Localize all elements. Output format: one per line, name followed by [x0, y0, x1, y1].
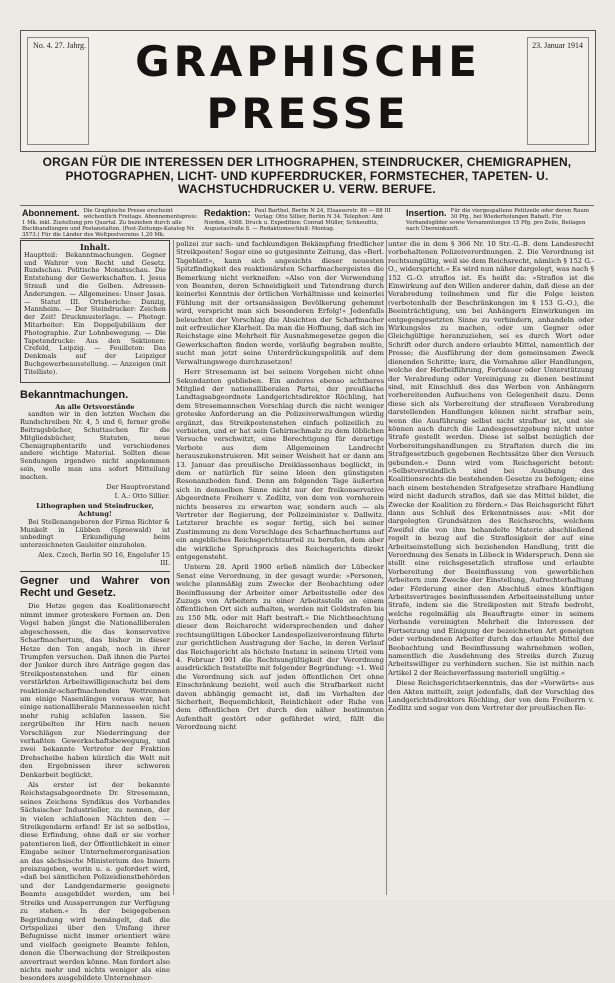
lithographen-sign: Alex. Czech, Berlin SO 16, Engelufer 15 III. [38, 550, 170, 567]
subtitle: ORGAN FÜR DIE INTERESSEN DER LITHOGRAPHEN, STEINDRUCKER, CHEMIGRAPHEN, PHOTOGRAPHEN, LICHT- UND KUPFERDRUCKER, FORMSTECHER, TAPETEN- U. WACHSTUCHDRUCKER U. VERW. BERUFE. [42, 155, 572, 196]
redaktion-block [204, 208, 400, 236]
bekanntmachungen-subheading: An alle Ortsvorstände [55, 402, 135, 411]
article-paragraph: Diese Reichsgerichtserkenntnis, das der »Vorwärts« aus den Akten mitteilt, zeigt jedenfalls, daß der Vorschlag des Landgerichtsdirektors Röchling, der von dem Freiherrn v. Zedlitz und sogar von dem Vertreter der preußischen Re- [388, 679, 594, 713]
article-paragraph: Herr Stresemann ist bei seinem Vorgehen nicht ohne Sekundanten geblieben. Ein anderes ebenso achtbares Mitglied der nationalliberalen Partei, der preußische Landtagsabgeordnete Landgerichtsdirektor Röchling, hat dem Stresemannschen Vorschlag durch die nicht weniger groteske Anforderung an die Polizeiverwaltungen würdig ergänzt, das Streikpostenstehen einfach polizeilich zu verbieten, und er hat sein Gehirnschmalz zu dem löblichen Versuche verschwitzt, eine Berechtigung für derartige Verbote aus dem Allgemeinen Landrecht herauszukonstruieren. Mit seiner Weisheit hat er dann am 13. Januar das preußische Dreiklassenhaus beglückt, in dem er natürlich für seine Ideen den günstigsten Resonanzboden fand. Denn am folgenden Tage äußerten sich in demselben Sinne nicht nur der freikonservative Abgeordnete Freiherr v. Zedlitz, von dem von vornherein nichts besseres zu erwarten war, sondern auch — als Vertreter der Regierung, der Polizeiminister v. Dallwitz. Letzterer brachte es sogar fertig, sich bei seiner Zustimmung zu dem Vorschlage des Scharfmachertums auf ein angebliches Reichsgerichtsurteil zu berufen, dem aber die wirkliche Spruchpraxis des Reichsgerichts direkt entgegensteht. [176, 368, 384, 562]
inhalt-box [20, 240, 170, 383]
insertion-text: Für die viergespaltene Petitzeile oder deren Raum 30 Pfg., bei Wiederholungen Rabatt. Für Verbandsgilder sowie Versammlungen 15 Pfg. pro Zeile, Beilagen nach Übereinkunft. [406, 208, 589, 233]
issue-date: 23. Januar 1914 [532, 41, 583, 50]
article-paragraph: unter die in dem § 366 Nr. 10 Str.-G.-B. dem Landesrecht vorbehaltenen Polizeiverordnungen. 2. Die Verordnung ist rechtsungültig, weil sie dem Reichsrecht, nämlich § 152 G.-O., widerspricht.« Es wird nun näher dargelegt, was nach § 152 G.-O. straflos ist. Es heißt da: »Straflos ist die Einwirkung auf den Willen anderer dahin, daß diese an der Verabredung teilnehmen und für die Folge leisten (verbotenhalb der Beschränkungen im § 153 G.-O.), die Beeinträchtigung, um bei Anhängern Einwirkungen im entgegengesetzten Sinne zu verhindern, anhandeln oder Wirkungslos zu machen, oder um Gegner oder Gleichgültige heranzuziehen, sei es durch Wort oder Schrift oder durch andere erlaubte Mittel, namentlich der Presse; die Ausführung der dem gemeinsamen Zweck dienenden Schritte; kurz, die Vornahme aller Handlungen, welche der Herbeiführung, Fortdauer oder Unterstützung der Verabredung oder Vereinigung zu dienen bestimmt sind, mit Einschluß des das Werben von Anhängern vorbereitenden Aufsuchens von Gelegenheit dazu. Denn diese sich als Vorbereitung der straflosen Verabredung darstellenden Handlungen können nicht strafbar sein, wenn die Ausführung selbst nicht strafbar ist, und sie können auch durch die Landesgesetzgebung nicht unter Strafe gestellt werden. Diese ist selbst bezüglich der Vorbereitungshandlungen zu Straftaten durch die im Strafgesetzbuch gegebenen Rechtssätze über den Versuch gebunden.« Dann wird vom Reichsgericht betont: »Selbstverständlich sind bei Ausübung des Koalitionsrechts die bestehenden Gesetze zu befolgen; eine nach einem bestehenden Strafgesetze strafbare Handlung wird nicht dadurch straflos, daß sie das Mittel bildet, die Zwecke der Koalition zu fördern.« Das Reichsgericht führt dann aus Schluß des Erkenntnisses aus: »Mit der dargelegten Grundsätzen des Reichsrechts, welchem Zweifel die von ihm behandelte Materie abschließend regelt in bezug auf die Straflosigkeit der auf eine Arbeitseinstellung sich beziehenden Handlung, tritt die Verordnung des Senats in Lübeck in Widerspruch. Denn sie stellt eine reichsgesetzlich straflose und erlaubte Vorbereitung der Beeinflussung von gewerblichen Arbeitern zum Zwecke der Einstellung, Aufrechterhaltung oder Förderung einer den Abschluß eines künftigen Arbeitsvertrages beeinflussenden Arbeitseinstellung unter Strafe, indem sie die Streikposten mit Strafe bedroht, welche regelmäßig als Beauftragte einer in seinem Verbande vereinigten Mehrheit die Interessen der Fortsetzung und Einigung der bezeichneten Art geneigten oder verbundenen Arbeiter durch das erlaubte Mittel der Beobachtung und Beeinflussung wahrnehmen wollen, namentlich die Ausdehnung des Streiks durch Zuzug Arbeitswilliger zu verhindern suchen. Sie ist mithin nach Artikel 2 der Reichsverfassung materiell ungültig.« [388, 240, 594, 677]
title-presse: PRESSE [206, 89, 410, 138]
lithographen-heading: Lithographen und Steindrucker, Achtung! [36, 502, 154, 518]
abonnement-heading: Abonnement. [22, 208, 80, 218]
abonnement-block [22, 208, 198, 239]
article-paragraph: Unterm 28. April 1900 erließ nämlich der Lübecker Senat eine Verordnung, in der gesagt wurde: »Personen, welche planmäßig zum Zwecke der Beobachtung oder Beeinflussung der Arbeiter einer Arbeitsstelle oder des Zuzugs von Arbeitern zu einer Arbeitsstelle an einem öffentlichen Ort sich aufhalten, werden mit Geldstrafen bis zu 150 Mk. oder mit Haft bestraft.« Die Nichtbeachtung dieser dem Reichsrecht widersprechenden und daher rechtsungültigen Lübecker Landespolizeiverordnung führte zur gerichtlichen Austragung der Sache, in deren Verlauf das Reichsgericht als höchste Instanz in seinem Urteil vom 4. Februar 1901 die Rechtsungültigkeit der Verordnung ausdrücklich feststellte mit folgender Begründung: »1. Weil die Verordnung sich auf jeden öffentlichen Ort ohne Einschränkung bezieht, weil auch die Strafbarkeit nicht davon abhängig gemacht ist, daß im Verhalten der Sicherheit, Bequemlichkeit, Reinlichkeit oder Ruhe von dem öffentlichen Ort durch den näher bestimmten Aufenthalt gestört oder gefährdet wird, fällt die Verordnung nicht [176, 563, 384, 732]
article-paragraph: polizei zur sach- und fachkundigen Bekämpfung friedlicher Streikposten! Sogar eine so gutgesinnte Zeitung, das »Berl. Tageblatt«, kann sich angesichts dieser neuesten Spitzfindigkeit des reaktionärsten Scharfmachergeistes die Bemerkung nicht verkneifen: »Also von der Verwendung von Beamten, deren Schneidigkeit und Tatendrang durch keinerlei Kenntnis der örtlichen Verhältnisse und keinerlei Fühlung mit der ortsansässigen Bevölkerung gehemmt wird, verspricht man sich besonderen Erfolg!« Jedenfalls beleuchtet der Vorschlag die Absichten der Scharfmacher mit erfreulicher Klarheit. Da man die Hoffnung, daß sich im Reichstage eine Mehrheit für Ausnahmegesetze gegen die Gewerkschaften finden werde, vorläufig begraben mußte, sucht man jetzt seine Unterdrückungspolitik auf dem Verwaltungswege durchzusetzen! [176, 240, 384, 366]
column-rule-1 [173, 240, 174, 895]
insertion-block [406, 208, 592, 236]
abonnement-text: Die Graphische Presse erscheint wöchentlich Freitags. Abonnementspreis: 1 Mk. inkl. Zustellung pro Quartal. Zu beziehen durch alle Buchhandlungen und Postanstalten. (Post-Zeitungs-Katalog Nr. 3573.) Für die Länder des Weltpostvereins 1,20 Mk. [22, 208, 198, 239]
bekanntmachungen-heading: Bekanntmachungen. [20, 388, 129, 401]
inhalt-text: Hauptteil: Bekanntmachungen. Gegner und Wahrer von Recht und Gesetz. Rundschau. Politische Monatsschau. Die Entstehung der Gewerkschaften. I. Jesus Strauß und die Gelben. Adressen-Änderungen. — Allgemeines: Unser Jasas. — Statut III. Ortsberiche: Danzig, Mannheim. — Der Steindrucker: Zeichen der Zeit! Druckmusterlage. — Photogr. Mitarbeiter: Ein Doppeljubiläum der Photographie. Zur Lohnbewegung. — Die Tapetendrucke: Aus den Sektionen: Crefeld, Leipzig. — Feuilleton: Das Denkmals auf der Leipziger Buchgewerbeausstellung. — Anzeigen (mit Titelliste). [24, 250, 166, 376]
issue-number: No. 4. 27. Jahrg. [33, 41, 86, 50]
inhalt-heading: Inhalt. [79, 242, 111, 252]
bekanntmachungen-text: sandten wir in den letzten Wochen die Rundschreiben Nr. 4, 5 und 6, ferner große Beitragsbücher, Schuttaschen für die Mitgliedsbücher, Statuten, neue Chemigraphentarife und verschiedenes andere wichtige Material. Sollten diese Sendungen irgendwo nicht angekommen sein, wolle man uns sofort Mitteilung machen. [20, 410, 170, 481]
info-bar [20, 205, 594, 239]
redaktion-text: Paul Barthel, Berlin N 24, Elsasserstr. 86 — 88 III Verlag: Otto Sillier, Berlin N 34. Telephon: Amt Norden, 4368. Druck u. Expedition: Conrad Müller, Schkeuditz, Augustastraße 8. — Redaktionsschluß: Montag. [204, 208, 391, 233]
article-heading: Gegner und Wahrer von Recht und Gesetz. [20, 571, 170, 599]
title-graphische: GRAPHISCHE [135, 37, 481, 86]
bekanntmachungen-sign1: Der Hauptvorstand [106, 482, 170, 491]
insertion-heading: Insertion. [406, 208, 447, 218]
column-1 [20, 240, 170, 983]
article-paragraph: Die Hetze gegen das Koalitionsrecht nimmt immer groteskere Formen an. Den Vogel haben jüngst die Nationalliberalen abgeschossen, die das konservative Scharfmachertum, das bisher in dieser Hetze den Ton angab, noch in ihrer Trumpfen versuchen. Daß ihnen die Partei der Junker durch ihre Anträge gegen das Streikpostenstehen und für einen verstärkten Arbeitswilligenschutz bei dem reaktionär-scharfmachenden Wettrennen um einige Nasenlängen voraus war, hat einige nationalliberale Mannesseelen nicht mehr ruhig schlafen lassen. Sie zergrübelten ihr Hirn nach neuen Vorschlägen zur Niederringung der verhaßten Gewerkschaftsbewegung, und zwei bekannte Vertreter der Fraktion Drehscheibe haben kürzlich die Welt mit den Ergebnissen ihrer schweren Denkarbeit beglückt. [20, 602, 170, 779]
masthead [20, 30, 596, 152]
bekanntmachungen-sign2: I. A.: Otto Sillier. [114, 492, 170, 501]
column-rule-2 [386, 240, 387, 895]
redaktion-heading: Redaktion: [204, 208, 251, 218]
column-2 [176, 240, 384, 895]
lithographen-text: Bei Stellenangeboren der Firma Richter & Munkelt in Lübben (Spreewald) ist unbedingt Erkundigung beim unterzeichneten Gauleiter einzuholen. [20, 517, 170, 550]
column-3 [388, 240, 594, 895]
article-paragraph: Als erster ist der bekannte Reichstagsabgeordnete Dr. Stresemann, seines Zeichens Syndikus des Verbandes Sächsischer Industrieller, zu nennen, der in vielen schlaflosen Nächten den — Streikgendarm erfand! Er ist so selbstlos, diese Erfindung, ohne daß er sie vorher patentieren ließ, der Öffentlichkeit in einer Eingabe seiner Unternehmerorganisation an das sächsische Ministerium des Innern preiszugeben, worin u. a. gefordert wird, »daß bei sämtlichen Polizeidienstbehörden und der Landgendarmerie geeignete Beamte ausgebildet werden, um bei Streiks und Aussperrungen zur Verfügung zu stehen.« In der beigegebenen Begründung wird bemängelt, daß die Ortspolizei über den Umfang ihrer Befugnisse nicht immer orientiert wäre und vielfach geeignete Beamte fehlen, denen die Überwachung der Streikposten anvertraut werden könne. Man fordert also nichts mehr und nichts weniger als eine besonders ausgebildete Unternehmer- [20, 781, 170, 983]
